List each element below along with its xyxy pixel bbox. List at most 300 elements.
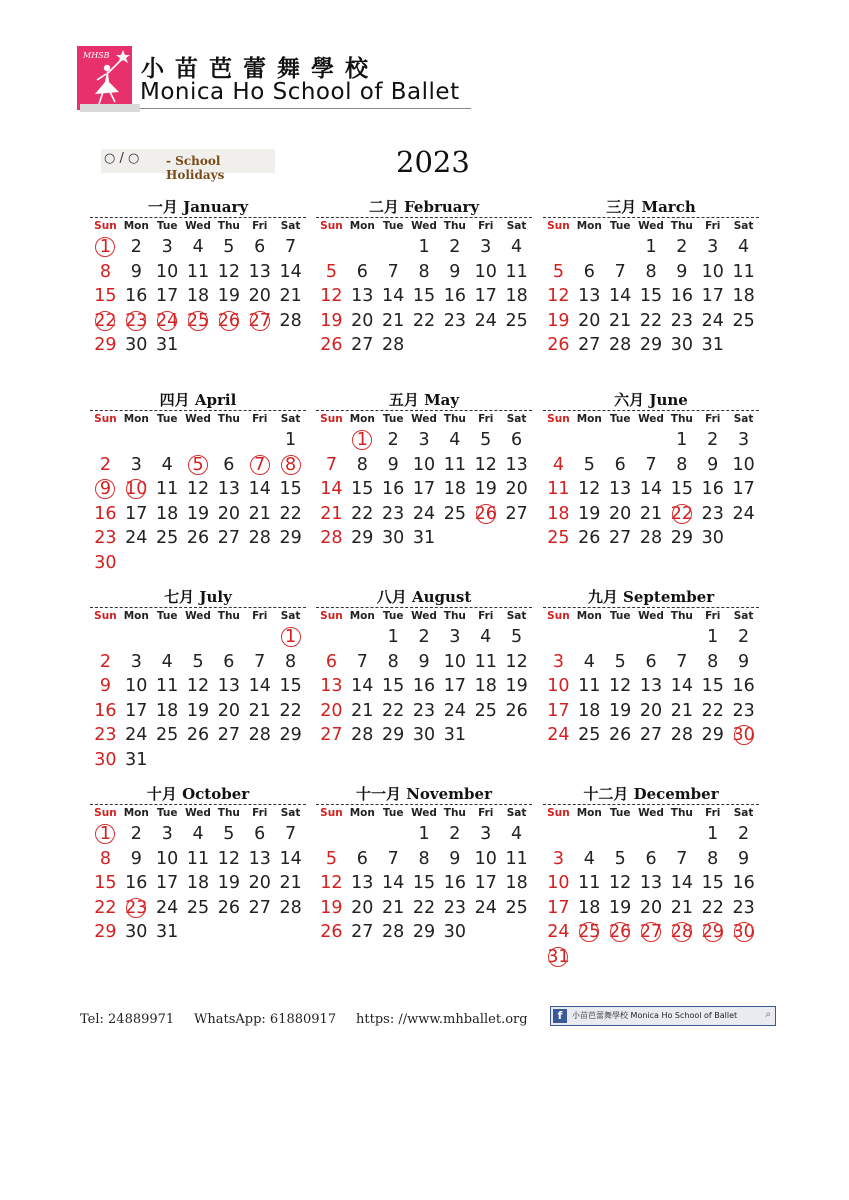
weekday-header-sun: Sun xyxy=(320,413,343,425)
calendar-date: 29 xyxy=(701,725,724,746)
calendar-date: 26 xyxy=(609,725,632,746)
calendar-date: 25 xyxy=(732,310,755,331)
month-1 xyxy=(90,196,306,396)
calendar-date: 30 xyxy=(382,528,405,549)
weekday-header-wed: Wed xyxy=(411,220,437,232)
month-title: 九月 September xyxy=(587,588,715,606)
holiday-date: 26 xyxy=(605,921,636,943)
calendar-date: 7 xyxy=(285,824,297,844)
weekday-header-sat: Sat xyxy=(733,220,754,232)
calendar-date: 22 xyxy=(701,897,724,918)
calendar-date: 24 xyxy=(412,503,436,524)
weekday-header-tue: Tue xyxy=(156,807,178,819)
calendar-date: 22 xyxy=(94,897,117,918)
holiday-date: 25 xyxy=(574,921,605,943)
weekday-header-wed: Wed xyxy=(411,807,437,819)
calendar-date: 5 xyxy=(325,848,337,869)
calendar-date: 24 xyxy=(701,310,724,331)
calendar-date: 13 xyxy=(505,454,528,475)
month-divider xyxy=(316,804,532,805)
weekday-header-sun: Sun xyxy=(547,220,570,232)
calendar-date: 9 xyxy=(738,848,750,869)
weekday-header-tue: Tue xyxy=(382,610,404,622)
month-3 xyxy=(543,196,759,396)
calendar-date: 26 xyxy=(186,725,210,746)
calendar-date: 26 xyxy=(320,922,343,943)
calendar-date: 12 xyxy=(320,873,343,894)
calendar-date: 8 xyxy=(387,651,399,672)
calendar-date: 10 xyxy=(547,676,570,697)
school-logo xyxy=(77,46,132,110)
calendar-date: 30 xyxy=(701,528,724,549)
calendar-date: 24 xyxy=(474,897,497,918)
calendar-date: 27 xyxy=(320,725,343,746)
calendar-date: 26 xyxy=(505,700,528,721)
month-4 xyxy=(90,389,306,589)
calendar-date: 28 xyxy=(382,335,405,356)
calendar-date: 13 xyxy=(248,261,271,282)
calendar-date: 10 xyxy=(547,873,570,894)
holiday-date: 24 xyxy=(152,310,183,332)
calendar-date: 18 xyxy=(547,503,570,524)
calendar-date: 1 xyxy=(418,237,430,257)
calendar-date: 28 xyxy=(609,335,632,356)
weekday-header-sun: Sun xyxy=(94,220,117,232)
calendar-date: 13 xyxy=(609,479,632,500)
calendar-date: 2 xyxy=(130,237,142,257)
calendar-date: 20 xyxy=(351,897,374,918)
calendar-date: 17 xyxy=(547,897,570,918)
calendar-date: 25 xyxy=(578,725,601,746)
calendar-date: 21 xyxy=(670,897,693,918)
weekday-header-sun: Sun xyxy=(94,610,117,622)
month-divider xyxy=(90,217,306,218)
month-title: 七月 July xyxy=(164,588,232,606)
holiday-date: 1 xyxy=(90,236,121,258)
weekday-header-thu: Thu xyxy=(670,807,693,819)
calendar-date: 24 xyxy=(547,922,570,943)
weekday-header-wed: Wed xyxy=(638,220,664,232)
calendar-date: 7 xyxy=(387,848,399,869)
calendar-date: 29 xyxy=(412,922,436,943)
calendar-date: 13 xyxy=(639,873,663,894)
calendar-date: 5 xyxy=(223,237,235,257)
weekday-header-sun: Sun xyxy=(547,413,570,425)
calendar-date: 4 xyxy=(192,824,204,844)
weekday-header-sat: Sat xyxy=(506,610,527,622)
calendar-date: 26 xyxy=(547,335,570,356)
holiday-date: 29 xyxy=(697,921,728,943)
calendar-date: 11 xyxy=(443,454,466,475)
calendar-date: 17 xyxy=(412,479,436,500)
calendar-date: 3 xyxy=(130,651,142,672)
weekday-header-sat: Sat xyxy=(506,413,527,425)
weekday-header-wed: Wed xyxy=(638,807,664,819)
calendar-date: 15 xyxy=(351,479,374,500)
calendar-date: 28 xyxy=(382,922,405,943)
calendar-date: 12 xyxy=(578,479,601,500)
calendar-date: 22 xyxy=(412,310,436,331)
weekday-header-mon: Mon xyxy=(349,413,375,425)
weekday-header-fri: Fri xyxy=(252,807,268,819)
calendar-date: 17 xyxy=(156,286,179,307)
holiday-date: 27 xyxy=(244,310,275,332)
legend-label: - School Holidays xyxy=(166,154,225,182)
holiday-date: 5 xyxy=(183,454,214,476)
calendar-date: 6 xyxy=(614,454,626,475)
weekday-header-sat: Sat xyxy=(733,807,754,819)
calendar-date: 8 xyxy=(418,848,430,869)
calendar-date: 14 xyxy=(609,286,632,307)
calendar-date: 20 xyxy=(578,310,601,331)
weekday-header-tue: Tue xyxy=(609,220,631,232)
calendar-date: 31 xyxy=(156,922,179,943)
calendar-date: 15 xyxy=(94,286,117,307)
calendar-date: 1 xyxy=(387,627,399,647)
calendar-date: 30 xyxy=(94,553,117,573)
month-5 xyxy=(316,389,532,589)
weekday-header-sat: Sat xyxy=(733,610,754,622)
calendar-date: 12 xyxy=(186,676,210,697)
weekday-header-sat: Sat xyxy=(280,220,301,232)
month-title: 二月 February xyxy=(368,198,480,216)
footer-website-link[interactable]: https: //www.mhballet.org xyxy=(356,1012,528,1027)
calendar-date: 25 xyxy=(505,310,528,331)
weekday-header-tue: Tue xyxy=(156,413,178,425)
calendar-date: 25 xyxy=(156,725,179,746)
calendar-date: 13 xyxy=(578,286,601,307)
calendar-date: 10 xyxy=(412,454,436,475)
weekday-header-tue: Tue xyxy=(609,610,631,622)
weekday-header-thu: Thu xyxy=(670,220,693,232)
holiday-date: 1 xyxy=(347,429,378,451)
calendar-date: 11 xyxy=(474,651,497,672)
calendar-date: 29 xyxy=(279,528,302,549)
calendar-date: 17 xyxy=(474,873,497,894)
holiday-date: 10 xyxy=(121,478,152,500)
calendar-date: 30 xyxy=(412,725,436,746)
calendar-date: 5 xyxy=(583,454,595,475)
calendar-date: 8 xyxy=(285,651,297,672)
month-title: 十二月 December xyxy=(583,785,719,803)
calendar-date: 6 xyxy=(254,237,266,257)
calendar-date: 5 xyxy=(511,627,523,647)
calendar-date: 1 xyxy=(285,430,297,450)
weekday-header-wed: Wed xyxy=(638,413,664,425)
weekday-header-sat: Sat xyxy=(280,610,301,622)
calendar-date: 17 xyxy=(156,873,179,894)
calendar-date: 26 xyxy=(320,335,343,356)
calendar-date: 9 xyxy=(99,676,111,697)
calendar-date: 6 xyxy=(583,261,595,282)
calendar-date: 2 xyxy=(99,454,111,475)
holiday-legend xyxy=(101,149,275,182)
calendar-date: 18 xyxy=(732,286,755,307)
calendar-date: 27 xyxy=(248,897,271,918)
calendar-date: 5 xyxy=(614,848,626,869)
calendar-date: 26 xyxy=(217,897,240,918)
calendar-date: 23 xyxy=(443,897,466,918)
weekday-header-sat: Sat xyxy=(280,413,301,425)
calendar-date: 21 xyxy=(279,873,302,894)
calendar-date: 3 xyxy=(449,627,461,647)
calendar-date: 16 xyxy=(94,700,117,721)
calendar-date: 21 xyxy=(248,503,271,524)
calendar-date: 19 xyxy=(474,479,497,500)
calendar-date: 7 xyxy=(285,237,297,257)
calendar-date: 10 xyxy=(443,651,466,672)
calendar-date: 11 xyxy=(186,261,210,282)
calendar-date: 18 xyxy=(186,873,210,894)
calendar-date: 6 xyxy=(325,651,337,672)
calendar-date: 27 xyxy=(639,725,663,746)
calendar-date: 24 xyxy=(547,725,570,746)
calendar-date: 18 xyxy=(443,479,466,500)
calendar-date: 13 xyxy=(320,676,343,697)
month-divider xyxy=(543,410,759,411)
weekday-header-thu: Thu xyxy=(670,413,693,425)
month-divider xyxy=(316,217,532,218)
calendar-date: 3 xyxy=(161,824,173,844)
calendar-date: 24 xyxy=(125,725,148,746)
calendar-date: 31 xyxy=(701,335,724,356)
calendar-date: 11 xyxy=(156,676,179,697)
calendar-date: 20 xyxy=(639,700,663,721)
weekday-header-mon: Mon xyxy=(576,610,602,622)
holiday-date: 31 xyxy=(543,946,574,968)
calendar-date: 11 xyxy=(156,479,179,500)
calendar-date: 3 xyxy=(480,824,492,844)
calendar-date: 4 xyxy=(552,454,564,475)
calendar-date: 16 xyxy=(382,479,405,500)
calendar-date: 18 xyxy=(578,700,601,721)
school-name-chinese: 小苗芭蕾舞學校 xyxy=(141,56,379,82)
calendar-date: 21 xyxy=(609,310,632,331)
calendar-date: 5 xyxy=(480,430,492,450)
calendar-date: 27 xyxy=(505,503,528,524)
weekday-header-tue: Tue xyxy=(382,220,404,232)
month-11 xyxy=(316,783,532,983)
calendar-date: 16 xyxy=(443,286,466,307)
calendar-date: 14 xyxy=(279,848,302,869)
holiday-date: 23 xyxy=(121,310,152,332)
holiday-date: 27 xyxy=(636,921,667,943)
calendar-date: 19 xyxy=(320,310,343,331)
calendar-date: 20 xyxy=(217,503,240,524)
calendar-date: 19 xyxy=(578,503,601,524)
month-title: 十一月 November xyxy=(355,785,492,803)
calendar-date: 9 xyxy=(449,848,461,869)
holiday-date: 26 xyxy=(213,310,244,332)
weekday-header-mon: Mon xyxy=(123,610,149,622)
calendar-date: 4 xyxy=(192,237,204,257)
calendar-date: 28 xyxy=(248,528,271,549)
weekday-header-fri: Fri xyxy=(705,807,721,819)
calendar-date: 12 xyxy=(505,651,528,672)
calendar-date: 4 xyxy=(583,651,595,672)
calendar-date: 17 xyxy=(701,286,724,307)
legend-circle-icons: ○ / ○ xyxy=(104,151,140,166)
month-divider xyxy=(543,607,759,608)
calendar-date: 8 xyxy=(645,261,657,282)
month-divider xyxy=(90,804,306,805)
calendar-date: 15 xyxy=(639,286,663,307)
calendar-date: 22 xyxy=(701,700,724,721)
calendar-date: 13 xyxy=(351,286,374,307)
calendar-date: 4 xyxy=(161,454,173,475)
month-title: 十月 October xyxy=(146,785,250,803)
weekday-header-thu: Thu xyxy=(443,610,466,622)
calendar-date: 2 xyxy=(449,237,461,257)
month-2 xyxy=(316,196,532,396)
facebook-page-banner[interactable] xyxy=(550,1006,776,1026)
calendar-date: 14 xyxy=(670,676,693,697)
calendar-date: 29 xyxy=(279,725,302,746)
calendar-date: 30 xyxy=(125,922,148,943)
month-divider xyxy=(90,410,306,411)
calendar-date: 28 xyxy=(279,310,302,331)
calendar-date: 24 xyxy=(125,528,148,549)
calendar-date: 7 xyxy=(676,848,688,869)
calendar-date: 28 xyxy=(320,528,343,549)
calendar-date: 3 xyxy=(552,651,564,672)
calendar-date: 1 xyxy=(418,824,430,844)
calendar-date: 10 xyxy=(125,676,148,697)
calendar-date: 3 xyxy=(707,237,719,257)
calendar-date: 19 xyxy=(609,897,632,918)
calendar-date: 29 xyxy=(94,335,117,356)
calendar-date: 19 xyxy=(217,873,240,894)
weekday-header-tue: Tue xyxy=(609,413,631,425)
calendar-date: 25 xyxy=(156,528,179,549)
calendar-date: 17 xyxy=(474,286,497,307)
calendar-date: 6 xyxy=(356,261,368,282)
calendar-date: 9 xyxy=(738,651,750,672)
calendar-date: 1 xyxy=(645,237,657,257)
calendar-date: 7 xyxy=(387,261,399,282)
calendar-date: 5 xyxy=(552,261,564,282)
calendar-date: 3 xyxy=(480,237,492,257)
calendar-date: 4 xyxy=(511,237,523,257)
calendar-date: 22 xyxy=(279,700,302,721)
calendar-date: 4 xyxy=(583,848,595,869)
calendar-date: 2 xyxy=(738,627,750,647)
calendar-date: 12 xyxy=(217,261,240,282)
calendar-date: 15 xyxy=(279,479,302,500)
logo-shadow xyxy=(80,104,140,112)
facebook-icon: f xyxy=(553,1009,567,1023)
calendar-date: 5 xyxy=(614,651,626,672)
calendar-date: 9 xyxy=(130,261,142,282)
calendar-date: 23 xyxy=(412,700,436,721)
calendar-date: 19 xyxy=(609,700,632,721)
calendar-date: 15 xyxy=(701,676,724,697)
weekday-header-thu: Thu xyxy=(443,413,466,425)
weekday-header-fri: Fri xyxy=(252,413,268,425)
calendar-date: 6 xyxy=(254,824,266,844)
month-6 xyxy=(543,389,759,589)
calendar-date: 5 xyxy=(325,261,337,282)
calendar-date: 28 xyxy=(639,528,663,549)
calendar-date: 6 xyxy=(356,848,368,869)
calendar-date: 29 xyxy=(639,335,663,356)
calendar-date: 25 xyxy=(474,700,497,721)
calendar-date: 26 xyxy=(186,528,210,549)
calendar-date: 10 xyxy=(156,848,179,869)
calendar-date: 10 xyxy=(701,261,724,282)
weekday-header-wed: Wed xyxy=(185,220,211,232)
calendar-date: 4 xyxy=(161,651,173,672)
calendar-date: 7 xyxy=(325,454,337,475)
calendar-date: 19 xyxy=(505,676,528,697)
calendar-date: 30 xyxy=(125,335,148,356)
weekday-header-tue: Tue xyxy=(156,220,178,232)
calendar-date: 11 xyxy=(547,479,570,500)
calendar-date: 15 xyxy=(670,479,693,500)
calendar-date: 25 xyxy=(186,897,210,918)
calendar-date: 9 xyxy=(707,454,719,475)
month-divider xyxy=(316,410,532,411)
calendar-date: 12 xyxy=(474,454,497,475)
weekday-header-mon: Mon xyxy=(576,807,602,819)
calendar-date: 5 xyxy=(223,824,235,844)
calendar-date: 28 xyxy=(351,725,374,746)
calendar-date: 6 xyxy=(645,651,657,672)
calendar-date: 22 xyxy=(639,310,663,331)
weekday-header-fri: Fri xyxy=(478,413,494,425)
calendar-date: 13 xyxy=(217,676,240,697)
calendar-date: 9 xyxy=(676,261,688,282)
month-10 xyxy=(90,783,306,983)
weekday-header-thu: Thu xyxy=(443,220,466,232)
holiday-date: 30 xyxy=(728,724,759,746)
weekday-header-sat: Sat xyxy=(280,807,301,819)
holiday-date: 28 xyxy=(666,921,697,943)
holiday-date: 22 xyxy=(90,310,121,332)
calendar-date: 23 xyxy=(94,725,117,746)
calendar-date: 14 xyxy=(639,479,663,500)
weekday-header-wed: Wed xyxy=(185,610,211,622)
school-name-english: Monica Ho School of Ballet xyxy=(140,79,460,105)
calendar-date: 2 xyxy=(449,824,461,844)
search-icon: ⌕ xyxy=(765,1009,771,1020)
calendar-date: 11 xyxy=(732,261,755,282)
calendar-date: 25 xyxy=(547,528,570,549)
calendar-date: 18 xyxy=(156,700,179,721)
month-title: 一月 January xyxy=(147,198,249,216)
weekday-header-mon: Mon xyxy=(576,413,602,425)
calendar-date: 18 xyxy=(578,897,601,918)
holiday-date: 26 xyxy=(470,503,501,525)
calendar-date: 1 xyxy=(707,627,719,647)
calendar-date: 9 xyxy=(418,651,430,672)
weekday-header-fri: Fri xyxy=(705,220,721,232)
calendar-date: 6 xyxy=(645,848,657,869)
calendar-date: 13 xyxy=(351,873,374,894)
calendar-date: 8 xyxy=(99,848,111,869)
calendar-date: 9 xyxy=(449,261,461,282)
calendar-date: 10 xyxy=(732,454,755,475)
calendar-date: 17 xyxy=(125,700,148,721)
calendar-date: 11 xyxy=(578,873,601,894)
calendar-date: 31 xyxy=(156,335,179,356)
calendar-date: 29 xyxy=(382,725,405,746)
calendar-date: 20 xyxy=(351,310,374,331)
holiday-date: 30 xyxy=(728,921,759,943)
weekday-header-mon: Mon xyxy=(123,220,149,232)
month-title: 八月 August xyxy=(376,588,472,606)
calendar-date: 20 xyxy=(248,873,271,894)
